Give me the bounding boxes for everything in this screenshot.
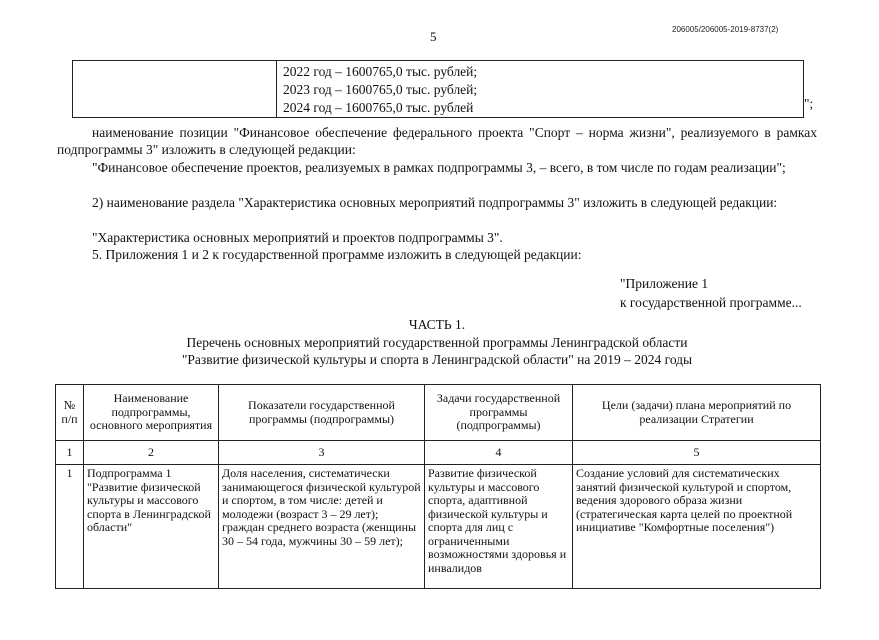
column-number: 1: [56, 441, 84, 465]
table-row: [56, 465, 821, 589]
funding-table-years-cell: [277, 61, 804, 118]
header-name: Наименование подпрограммы, основного мероприятия: [84, 385, 219, 441]
paragraph-5: [57, 246, 817, 263]
row-tasks: Развитие физической культуры и массового спорта, адаптивной физической культуры и спорта для лиц с ограниченными возможностями здоровья и инвалидов: [425, 465, 573, 589]
closing-quote: ";: [804, 96, 814, 111]
funding-table-empty-cell: [73, 61, 277, 118]
title-line-2: "Развитие физической культуры и спорта в Ленинградской области" на 2019 – 2024 годы: [181, 352, 693, 367]
header-goals: Цели (задачи) плана мероприятий по реализации Стратегии: [573, 385, 821, 441]
document-code: 206005/206005-2019-8737(2): [672, 25, 779, 34]
paragraph-3-text: 2) наименование раздела "Характеристика основных мероприятий подпрограммы 3" изложить в следующей редакции:: [92, 195, 778, 210]
funding-line-2022: 2022 год – 1600765,0 тыс. рублей;: [283, 64, 478, 79]
row-indicators: Доля населения, систематически занимающегося физической культурой и спортом, в том числе: детей и молодежи (возраст 3 – 29 лет); граждан среднего возраста (женщины 30 – 54 года, мужчины 30 – 59 лет);: [219, 465, 425, 589]
row-goals: Создание условий для систематических занятий физической культурой и спортом, ведения здорового образа жизни (стратегическая карта целей по проектной инициативе "Комфортные поселения"): [573, 465, 821, 589]
paragraph-4: [57, 229, 817, 246]
column-number: 2: [84, 441, 219, 465]
title-line-1: Перечень основных мероприятий государственной программы Ленинградской области: [186, 335, 688, 350]
paragraph-2-text: "Финансовое обеспечение проектов, реализуемых в рамках подпрограммы 3, – всего, в том числе по годам реализации";: [92, 160, 786, 175]
paragraph-1: [57, 124, 817, 158]
row-num: 1: [56, 465, 84, 589]
column-number: 4: [425, 441, 573, 465]
header-num: № п/п: [56, 385, 84, 441]
paragraph-1-text: наименование позиции "Финансовое обеспечение федерального проекта "Спорт – норма жизни", реализуемого в рамках подпрограммы 3" изложить в следующей редакции:: [57, 125, 817, 157]
paragraph-2: [57, 159, 817, 176]
header-indicators: Показатели государственной программы (подпрограммы): [219, 385, 425, 441]
table-header-row: [56, 385, 821, 441]
funding-line-2024: 2024 год – 1600765,0 тыс. рублей: [283, 100, 474, 115]
row-name: Подпрограмма 1 "Развитие физической культуры и массового спорта в Ленинградской области": [84, 465, 219, 589]
appendix-line-1: "Приложение 1: [620, 276, 709, 291]
paragraph-3: [57, 194, 817, 211]
paragraph-5-text: 5. Приложения 1 и 2 к государственной программе изложить в следующей редакции:: [92, 247, 582, 262]
header-tasks: Задачи государственной программы (подпрограммы): [425, 385, 573, 441]
page-number: 5: [430, 29, 437, 44]
appendix-reference: [620, 274, 802, 312]
appendix-line-2: к государственной программе...: [620, 295, 802, 310]
measures-table: [55, 384, 821, 589]
funding-line-2023: 2023 год – 1600765,0 тыс. рублей;: [283, 82, 478, 97]
column-number: 5: [573, 441, 821, 465]
part-heading: ЧАСТЬ 1.: [408, 317, 466, 332]
column-number-row: [56, 441, 821, 465]
paragraph-4-text: "Характеристика основных мероприятий и проектов подпрограммы 3".: [92, 230, 503, 245]
column-number: 3: [219, 441, 425, 465]
funding-table: [72, 60, 804, 118]
